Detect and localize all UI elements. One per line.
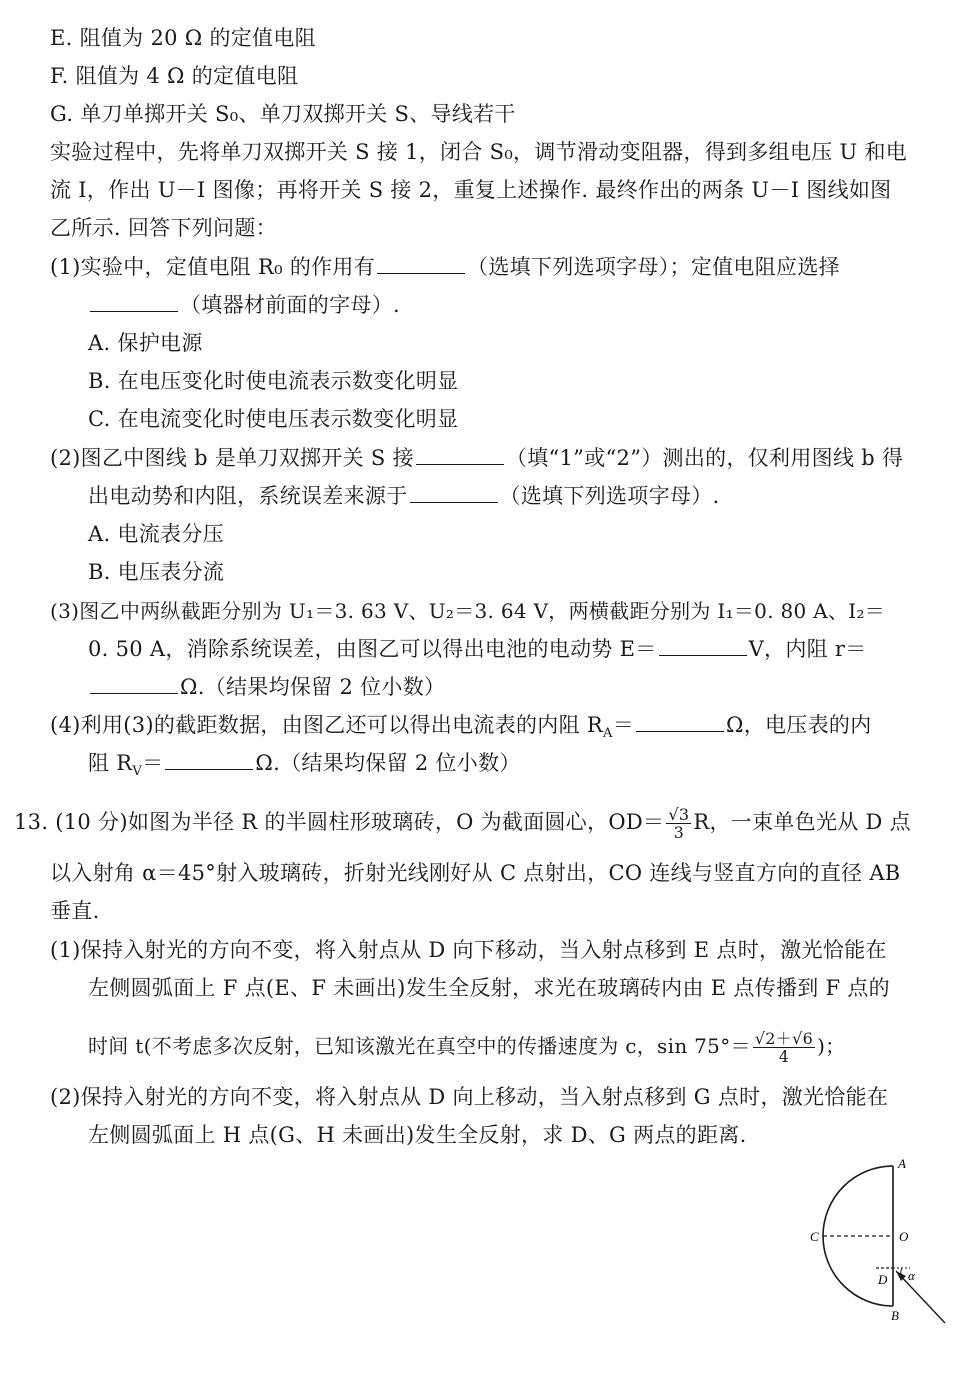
label-b: B bbox=[891, 1308, 899, 1323]
q12-4-text-a: (4)利用(3)的截距数据，由图乙还可以得出电流表的内阻 R bbox=[50, 713, 603, 737]
q12-3-line-3 bbox=[88, 673, 445, 701]
q12-2-text-c: 出电动势和内阻，系统误差来源于 bbox=[88, 484, 408, 508]
process-line-1: 实验过程中，先将单刀双掷开关 S 接 1，闭合 S₀，调节滑动变阻器，得到多组电压 U 和电 bbox=[50, 140, 908, 164]
answer-blank-resistor-choice[interactable] bbox=[90, 291, 178, 312]
q13-1-text-b: )； bbox=[817, 1034, 846, 1058]
item-g: G. 单刀单掷开关 S₀、单刀双掷开关 S、导线若干 bbox=[50, 102, 516, 126]
q12-2-option-a: A. 电流表分压 bbox=[88, 522, 224, 546]
q12-2-line-1 bbox=[50, 444, 903, 472]
label-c: C bbox=[810, 1229, 819, 1244]
q13-text-b: R，一束单色光从 D 点 bbox=[693, 810, 911, 834]
q12-1-option-b: B. 在电压变化时使电流表示数变化明显 bbox=[88, 369, 459, 393]
q13-2-line-1: (2)保持入射光的方向不变，将入射点从 D 向上移动，当入射点移到 G 点时，激光恰能在 bbox=[50, 1085, 889, 1109]
label-o: O bbox=[899, 1229, 909, 1244]
q12-2-option-b: B. 电压表分流 bbox=[88, 560, 225, 584]
q12-4-line-2 bbox=[88, 749, 521, 786]
q13-line-1 bbox=[14, 806, 911, 841]
q13-1-text-a: 时间 t(不考虑多次反射，已知该激光在真空中的传播速度为 c，sin 75°＝ bbox=[88, 1034, 751, 1058]
q12-1-option-a: A. 保护电源 bbox=[88, 331, 203, 355]
q12-2-text-d: （选填下列选项字母）. bbox=[499, 484, 720, 508]
q12-4-sub-v: V bbox=[132, 764, 143, 780]
q12-3-line-2 bbox=[88, 635, 867, 663]
q12-1-line-2 bbox=[88, 291, 400, 319]
fraction-root3-over-3 bbox=[666, 806, 691, 841]
process-line-2: 流 I，作出 U－I 图像；再将开关 S 接 2，重复上述操作. 最终作出的两条 U－I 图线如图 bbox=[50, 178, 892, 202]
q12-3-text-b: V，内阻 r＝ bbox=[748, 637, 867, 661]
q12-3-line-1: (3)图乙中两纵截距分别为 U₁＝3. 63 V、U₂＝3. 64 V，两横截距分别为 I₁＝0. 80 A、I₂＝ bbox=[50, 599, 886, 623]
answer-blank-ammeter-resistance[interactable] bbox=[636, 711, 724, 732]
q12-1-text-a: (1)实验中，定值电阻 R₀ 的作用有 bbox=[50, 255, 376, 279]
label-a: A bbox=[898, 1156, 906, 1171]
q12-4-text-d: 阻 R bbox=[88, 751, 133, 775]
q13-2-line-2: 左侧圆弧面上 H 点(G、H 未画出)发生全反射，求 D、G 两点的距离. bbox=[88, 1123, 747, 1147]
answer-blank-error-source[interactable] bbox=[410, 482, 498, 503]
q13-line-2: 以入射角 α＝45°射入玻璃砖，折射光线刚好从 C 点射出，CO 连线与竖直方向的直径 AB bbox=[50, 861, 901, 885]
q12-4-sub-a: A bbox=[602, 726, 613, 742]
q12-4-line-1 bbox=[50, 711, 872, 748]
q13-1-line-1: (1)保持入射光的方向不变，将入射点从 D 向下移动，当入射点移到 E 点时，激光恰能在 bbox=[50, 938, 887, 962]
fraction-numerator: √3 bbox=[668, 805, 690, 824]
q12-3-text-a: 0. 50 A，消除系统误差，由图乙可以得出电池的电动势 E＝ bbox=[88, 637, 657, 661]
label-d: D bbox=[878, 1272, 888, 1287]
fraction-denominator: 4 bbox=[778, 1047, 790, 1066]
item-f: F. 阻值为 4 Ω 的定值电阻 bbox=[50, 64, 299, 88]
answer-blank-internal-resistance[interactable] bbox=[90, 673, 178, 694]
q12-2-line-2 bbox=[88, 482, 719, 510]
item-e: E. 阻值为 20 Ω 的定值电阻 bbox=[50, 26, 316, 50]
q12-1-text-c: （填器材前面的字母）. bbox=[180, 293, 400, 317]
answer-blank-emf[interactable] bbox=[659, 635, 747, 656]
q12-2-text-a: (2)图乙中图线 b 是单刀双掷开关 S 接 bbox=[50, 446, 414, 470]
q12-1-line-1 bbox=[50, 253, 840, 281]
q13-1-line-2: 左侧圆弧面上 F 点(E、F 未画出)发生全反射，求光在玻璃砖内由 E 点传播到 F 点的 bbox=[88, 976, 890, 1000]
glass-brick-figure bbox=[790, 1150, 960, 1330]
q12-4-text-c: Ω，电压表的内 bbox=[726, 713, 872, 737]
q13-1-line-3 bbox=[88, 1030, 845, 1065]
label-alpha: α bbox=[908, 1268, 915, 1283]
q12-4-text-b: ＝ bbox=[612, 713, 634, 737]
process-line-3: 乙所示. 回答下列问题： bbox=[50, 216, 277, 240]
fraction-sin75 bbox=[753, 1030, 815, 1065]
angle-arc bbox=[901, 1268, 902, 1274]
q12-2-text-b: （填“1”或“2”）测出的，仅利用图线 b 得 bbox=[505, 446, 904, 470]
fraction-numerator: √2＋√6 bbox=[754, 1029, 814, 1048]
q12-4-text-e: ＝ bbox=[142, 751, 164, 775]
answer-blank-r0-role[interactable] bbox=[377, 253, 465, 274]
q12-3-text-c: Ω.（结果均保留 2 位小数） bbox=[180, 675, 446, 699]
q13-line-3: 垂直. bbox=[50, 899, 100, 923]
answer-blank-voltmeter-resistance[interactable] bbox=[165, 749, 253, 770]
q12-1-text-b: （选填下列选项字母）；定值电阻应选择 bbox=[467, 255, 840, 279]
incident-ray bbox=[896, 1271, 945, 1323]
q12-1-option-c: C. 在电流变化时使电压表示数变化明显 bbox=[88, 407, 459, 431]
q13-text-a: 13. (10 分)如图为半径 R 的半圆柱形玻璃砖，O 为截面圆心，OD＝ bbox=[14, 810, 665, 834]
answer-blank-switch-position[interactable] bbox=[416, 444, 504, 465]
q12-4-text-f: Ω.（结果均保留 2 位小数） bbox=[255, 751, 521, 775]
fraction-denominator: 3 bbox=[673, 823, 685, 842]
